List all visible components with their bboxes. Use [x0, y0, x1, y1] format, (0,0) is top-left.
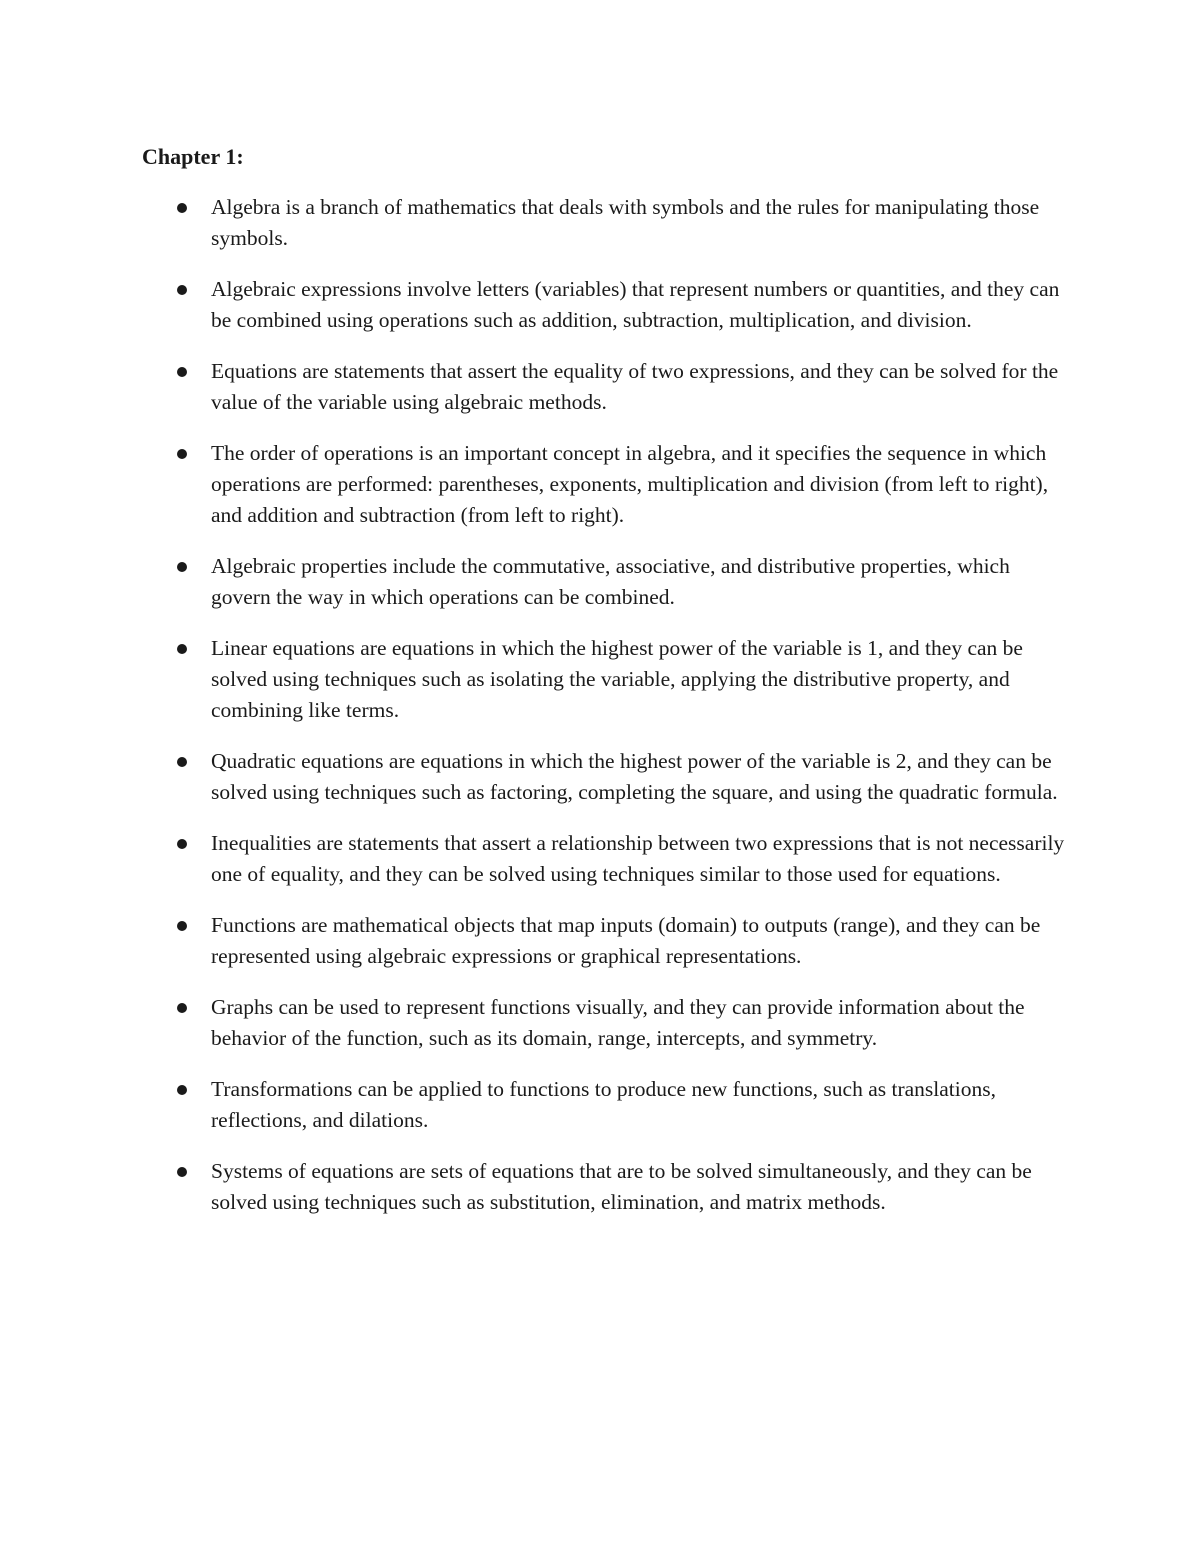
list-item [0, 828, 1071, 890]
list-item-text: Equations are statements that assert the equality of two expressions, and they can be solved for the value of the variable using algebraic methods. [211, 359, 1059, 414]
list-item [0, 910, 1071, 972]
bullet-icon [177, 203, 187, 213]
list-item-text: The order of operations is an important concept in algebra, and it specifies the sequence in which operations are performed: parentheses, exponents, multiplication and division (from left to right), and addition and subtraction (from left to right). [211, 441, 1049, 527]
bullet-icon [177, 562, 187, 572]
list-item [0, 356, 1071, 418]
list-item-text: Algebraic expressions involve letters (variables) that represent numbers or quantities, and they can be combined using operations such as addition, subtraction, multiplication, and division. [211, 277, 1060, 332]
bullet-icon [177, 1167, 187, 1177]
list-item [0, 551, 1071, 613]
bullet-icon [177, 921, 187, 931]
bullet-list [0, 192, 1200, 1238]
list-item-text: Inequalities are statements that assert a relationship between two expressions that is not necessarily one of equality, and they can be solved using techniques similar to those used for equations. [211, 831, 1065, 886]
list-item [0, 746, 1071, 808]
bullet-icon [177, 449, 187, 459]
bullet-icon [177, 839, 187, 849]
list-item-text: Quadratic equations are equations in which the highest power of the variable is 2, and they can be solved using techniques such as factoring, completing the square, and using the quadratic formula. [211, 749, 1058, 804]
list-item [0, 1156, 1071, 1218]
list-item [0, 192, 1071, 254]
list-item-text: Functions are mathematical objects that map inputs (domain) to outputs (range), and they can be represented using algebraic expressions or graphical representations. [211, 913, 1041, 968]
list-item-text: Systems of equations are sets of equations that are to be solved simultaneously, and they can be solved using techniques such as substitution, elimination, and matrix methods. [211, 1159, 1032, 1214]
list-item-text: Algebra is a branch of mathematics that deals with symbols and the rules for manipulating those symbols. [211, 195, 1040, 250]
list-item [0, 274, 1071, 336]
list-item-text: Transformations can be applied to functions to produce new functions, such as translations, reflections, and dilations. [211, 1077, 996, 1132]
list-item [0, 438, 1071, 531]
bullet-icon [177, 757, 187, 767]
list-item-text: Algebraic properties include the commutative, associative, and distributive properties, which govern the way in which operations can be combined. [211, 554, 1010, 609]
list-item-text: Linear equations are equations in which the highest power of the variable is 1, and they can be solved using techniques such as isolating the variable, applying the distributive property, and combining like terms. [211, 636, 1023, 722]
bullet-icon [177, 644, 187, 654]
list-item [0, 633, 1071, 726]
chapter-heading: Chapter 1: [142, 144, 244, 169]
list-item [0, 1074, 1071, 1136]
list-item [0, 992, 1071, 1054]
bullet-icon [177, 1003, 187, 1013]
bullet-icon [177, 1085, 187, 1095]
list-item-text: Graphs can be used to represent functions visually, and they can provide information about the behavior of the function, such as its domain, range, intercepts, and symmetry. [211, 995, 1025, 1050]
bullet-icon [177, 367, 187, 377]
bullet-icon [177, 285, 187, 295]
